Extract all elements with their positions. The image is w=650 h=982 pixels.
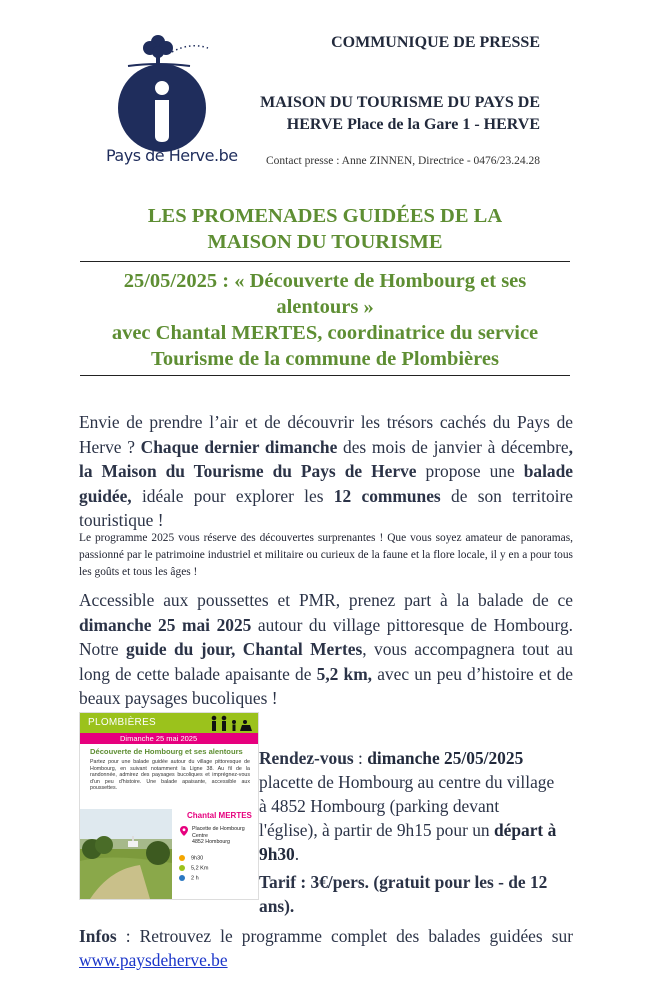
intro-text: des mois de janvier à décembre	[337, 436, 569, 457]
infos-text: : Retrouvez le programme complet des balades guidées sur	[116, 926, 573, 946]
duration-icon	[179, 875, 185, 881]
headline	[0, 203, 650, 255]
intro-text: idéale pour explorer les	[131, 485, 334, 506]
flyer-image	[79, 712, 259, 900]
infos-paragraph	[79, 924, 573, 972]
divider-bottom	[80, 375, 570, 376]
rendezvous-departure: départ à 9h30	[259, 820, 557, 864]
flyer-distance: 5,2 Km	[191, 865, 209, 872]
rendezvous-text: placette de Hombourg au centre du village à 4852 Hombourg (parking devant l'église), à partir de 9h15 pour un	[259, 772, 555, 840]
distance-icon	[179, 865, 185, 871]
flyer-time: 9h30	[191, 855, 204, 862]
tarif: Tarif : 3€/pers. (gratuit pour les - de 12 ans).	[259, 872, 548, 916]
access-paragraph	[79, 588, 573, 711]
logo-text: Pays de Herve.be	[106, 146, 238, 165]
subheadline-line-3: avec Chantal MERTES, coordinatrice du service	[111, 322, 539, 344]
rendezvous-label: Rendez-vous	[259, 748, 354, 768]
access-text: autour du village pittoresque de Hombourg. Notre	[79, 614, 573, 659]
rendezvous-date: dimanche 25/05/2025	[367, 748, 524, 768]
access-bold: dimanche 25 mai 2025	[79, 614, 252, 635]
landscape-photo	[80, 809, 172, 899]
flyer-meeting-line-1: Placette de Hombourg	[192, 826, 245, 832]
website-link[interactable]: www.paysdeherve.be	[79, 950, 228, 970]
org-line-2: HERVE Place de la Gare 1 - HERVE	[286, 116, 540, 133]
subheadline	[72, 268, 578, 372]
org-line-1: MAISON DU TOURISME DU PAYS DE	[260, 94, 540, 111]
headline-line-1: LES PROMENADES GUIDÉES DE LA	[147, 205, 503, 227]
access-text: , vous accompagnera tout au long de cette balade apaisante de	[79, 639, 573, 684]
flyer-duration-row	[179, 875, 257, 885]
rendezvous-separator: :	[353, 748, 368, 768]
flyer-brand: PLOMBIÈRES	[88, 717, 157, 728]
flyer-duration: 2 h	[191, 875, 199, 882]
flyer-meeting-line-3: 4852 Hombourg	[192, 839, 230, 845]
flyer-meeting-line-2: Centre	[192, 832, 208, 839]
family-icon	[208, 715, 256, 732]
intro-bold: balade guidée,	[79, 461, 573, 506]
rendezvous-text: .	[294, 844, 300, 864]
programme-paragraph: Le programme 2025 vous réserve des découvertes surprenantes ! Que vous soyez amateur de panoramas, passionné par le patrimoine industriel et militaire ou curieux de la faune et la flore locale, il y en a pour tous les goûts et tous les âges !	[79, 532, 573, 578]
clock-icon	[179, 855, 185, 861]
flyer-time-row	[179, 855, 257, 865]
intro-text: Envie de prendre l’air et de découvrir les trésors cachés du Pays de Herve ?	[79, 412, 573, 457]
flyer-description: Partez pour une balade guidée autour du village pittoresque de Hombourg, en suivant notamment la Ligne 38. Au fil de la randonnée, admirez des paysages bucoliques et imprégnez-vous d'un peu d'histoire. Une balade apaisante, accessible aux poussettes.	[90, 759, 250, 792]
flyer-guide: Chantal MERTES	[187, 811, 252, 820]
access-text: avec un peu d’histoire et de beaux paysages bucoliques !	[79, 663, 573, 708]
divider-top	[80, 261, 570, 262]
flyer-meeting-point	[192, 826, 258, 846]
intro-bold: 12 communes	[333, 485, 441, 506]
intro-paragraph	[79, 410, 573, 533]
flyer-title: Découverte de Hombourg et ses alentours	[90, 747, 243, 756]
subheadline-line-2: alentours »	[276, 296, 374, 318]
intro-text: propose une	[416, 461, 524, 481]
subheadline-line-1: 25/05/2025 : « Découverte de Hombourg et ses	[123, 270, 527, 292]
flyer-distance-row	[179, 865, 257, 875]
access-bold: 5,2 km,	[316, 663, 373, 684]
intro-text: de son territoire touristique !	[79, 485, 573, 530]
press-release-label: COMMUNIQUE DE PRESSE	[331, 34, 540, 51]
subheadline-line-4: Tourisme de la commune de Plombières	[151, 348, 499, 370]
access-bold: guide du jour, Chantal Mertes	[126, 639, 363, 659]
flyer-date: Dimanche 25 mai 2025	[120, 734, 198, 743]
rendezvous-paragraph	[259, 746, 559, 866]
location-pin-icon	[180, 826, 188, 836]
press-contact: Contact presse : Anne ZINNEN, Directrice - 0476/23.24.28	[265, 155, 540, 167]
intro-bold: , la Maison du Tourisme du Pays de Herve	[79, 436, 573, 481]
access-text: Accessible aux poussettes et PMR, prenez part à la balade de ce	[79, 590, 573, 610]
headline-line-2: MAISON DU TOURISME	[207, 231, 443, 253]
intro-bold: Chaque dernier dimanche	[140, 436, 338, 457]
organization-address	[210, 92, 540, 136]
infos-label: Infos	[79, 926, 117, 946]
